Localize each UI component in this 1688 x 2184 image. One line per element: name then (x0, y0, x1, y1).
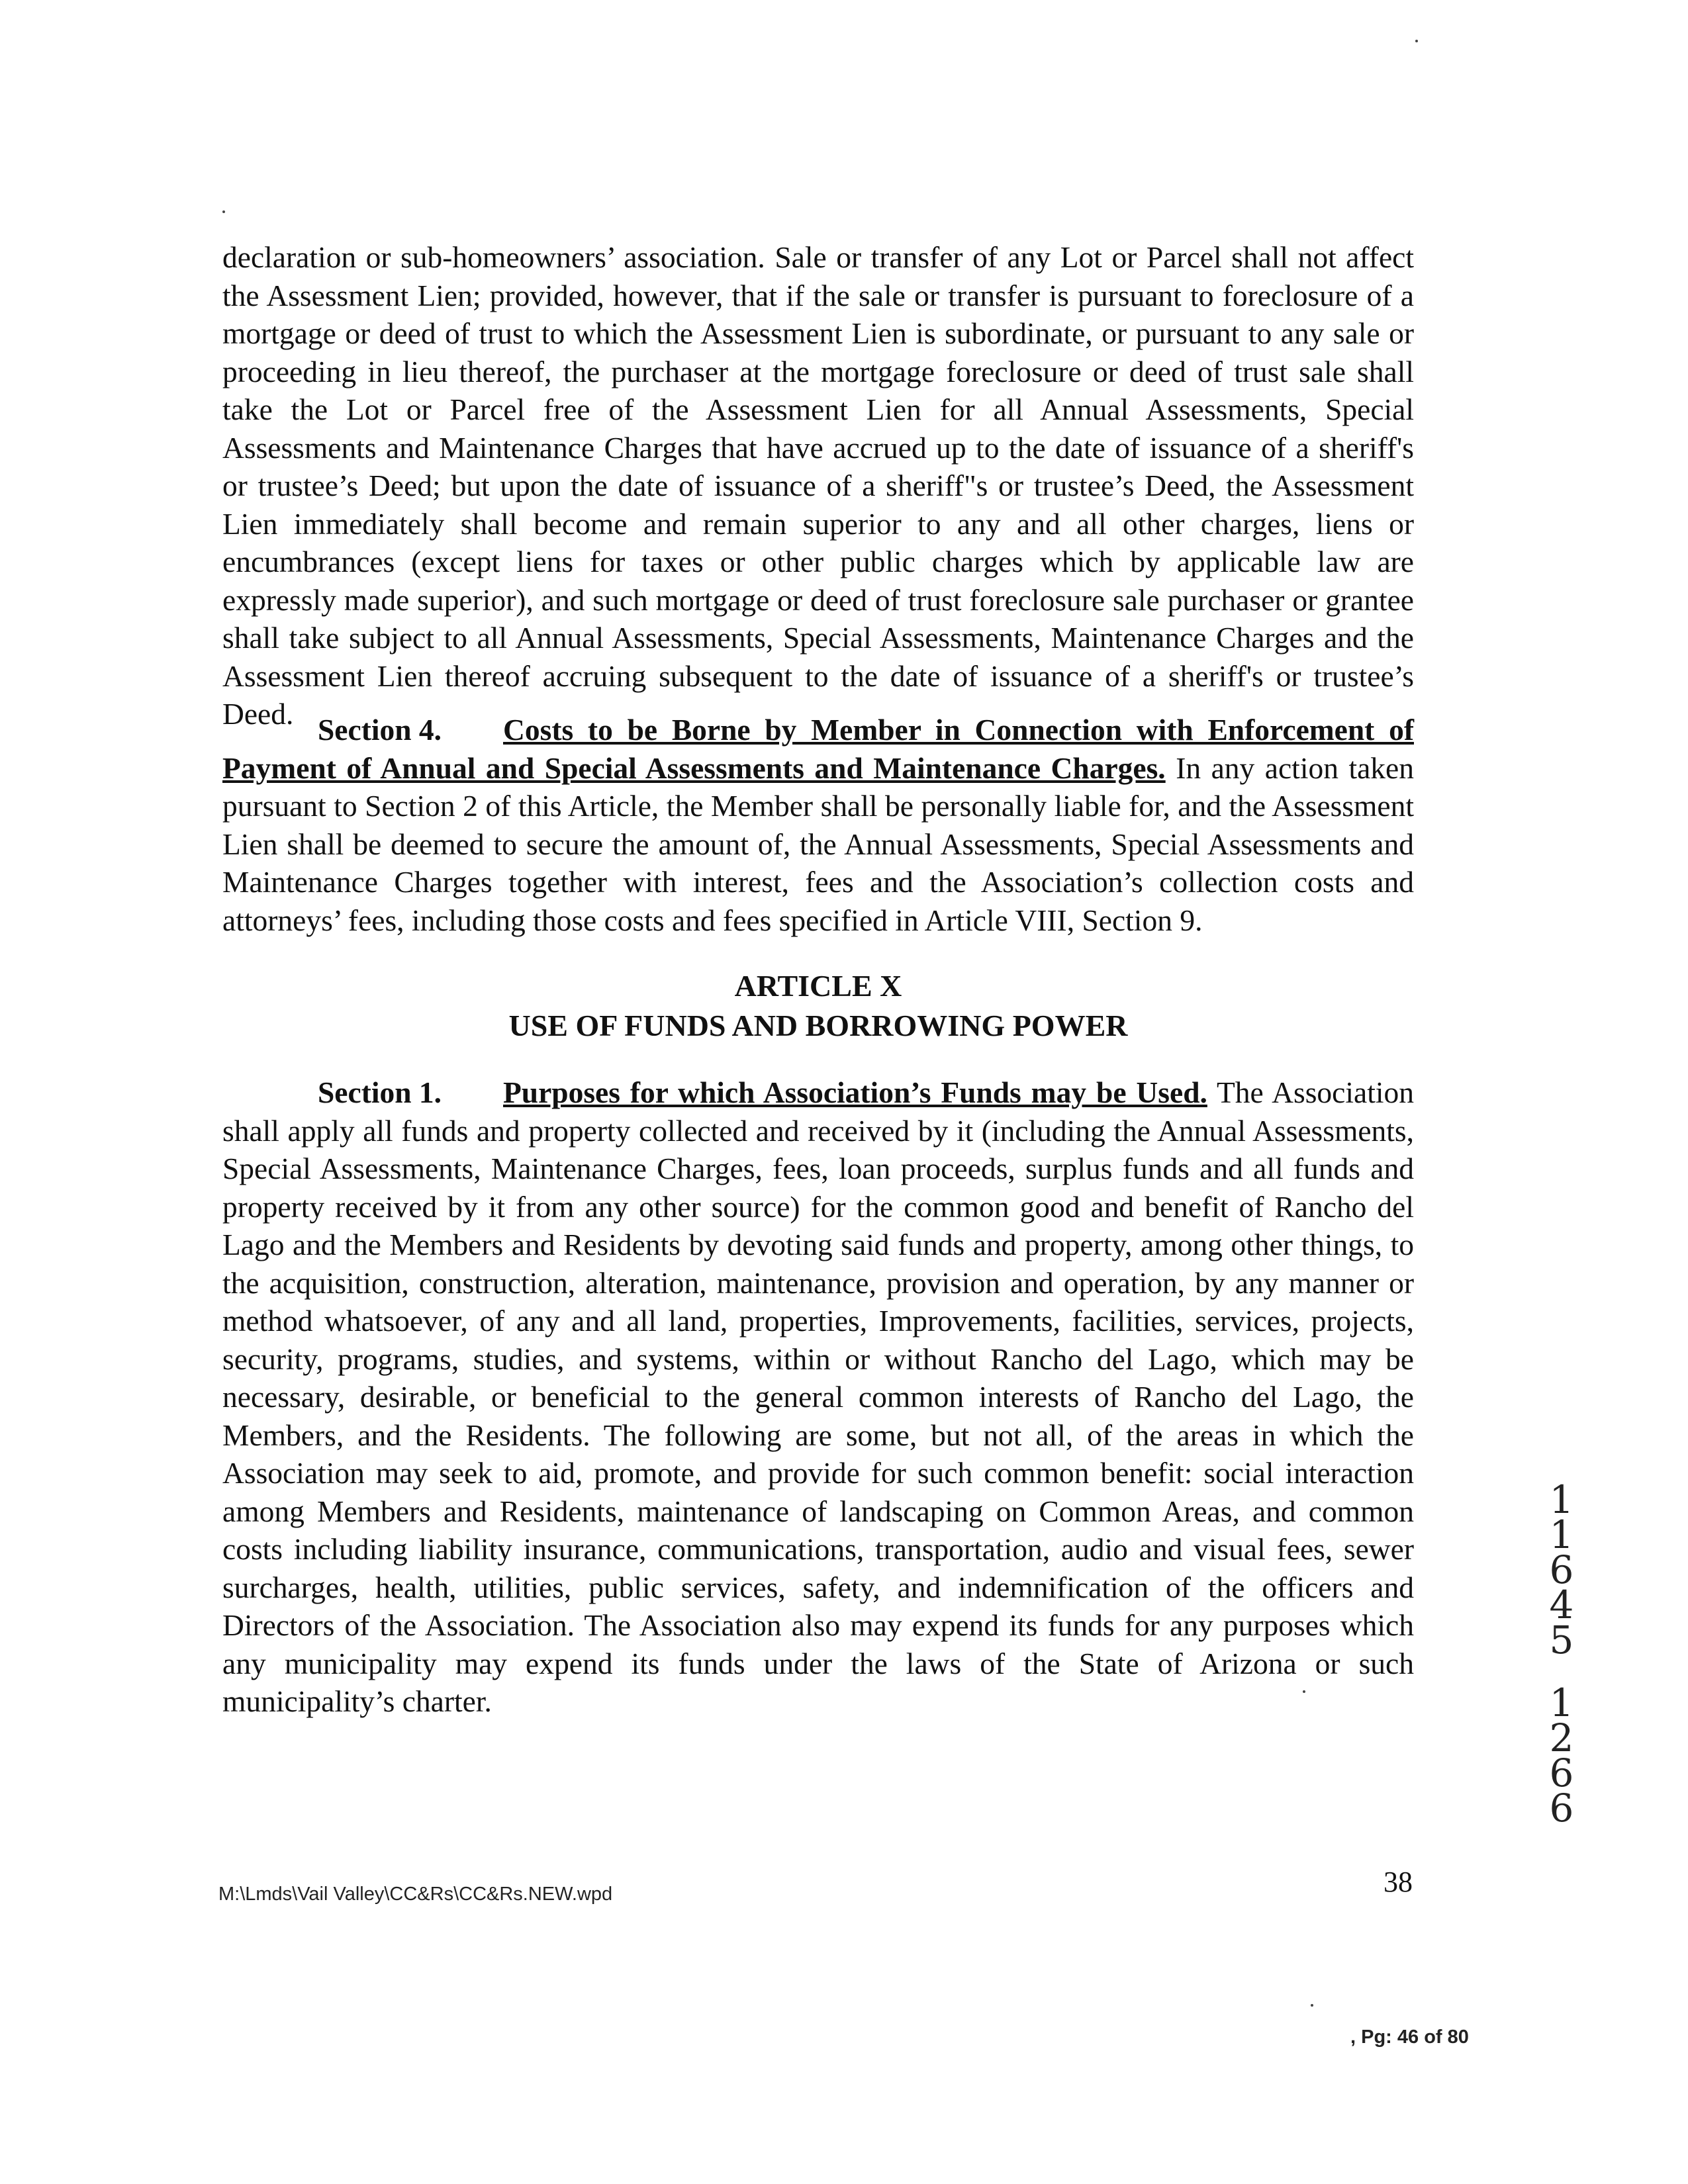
section-body: In any action taken pursuant to Section 2 of this Article, the Member shall be personally liable for, and the Assessment Lien shall be deemed to secure the amount of, the Annual Assessments, Special Assessments and Maintenance Charges together with interest, fees and the Association’s collection costs and attorneys’ fees, including those costs and fees specified in Article VIII, Section 9. (222, 751, 1414, 937)
stamp-digit: 1 (1549, 1512, 1574, 1557)
article-subheading: USE OF FUNDS AND BORROWING POWER (508, 1009, 1128, 1042)
stamp-digit: 4 (1549, 1582, 1574, 1627)
section-title: Costs to be Borne by Member in Connection with Enforcement of Payment of Annual and Special Assessments and Maintenance Charges. (222, 713, 1414, 785)
stamp-digit: 6 (1549, 1786, 1574, 1831)
section-number: Section 4. (318, 713, 442, 747)
section-body: The Association shall apply all funds and property collected and received by it (including the Annual Assessments, Special Assessments, Maintenance Charges, fees, loan proceeds, surplus funds and all funds and property received by it from any other source) for the common good and benefit of Rancho del Lago and the Members and Residents by devoting said funds and property, among other things, to the acquisition, construction, alteration, maintenance, provision and operation, by any manner or method whatsoever, of any and all land, properties, Improvements, facilities, services, projects, security, programs, studies, and systems, within or without Rancho del Lago, which may be necessary, desirable, or beneficial to the general common interests of Rancho del Lago, the Members, and the Residents. The following are some, but not all, of the areas in which the Association may seek to aid, promote, and provide for such common benefit: social interaction among Members and Residents, maintenance of landscaping on Common Areas, and common costs including liability insurance, communications, transportation, audio and visual fees, sewer surcharges, health, utilities, public services, safety, and indemnification of the officers and Directors of the Association. The Association also may expend its funds for any purposes which any municipality may expend its funds under the laws of the State of Arizona or such municipality’s charter. (222, 1075, 1414, 1718)
article-heading-block (222, 966, 1414, 1046)
section-number: Section 1. (318, 1075, 442, 1109)
recording-stamp-digits (1545, 1477, 1578, 1831)
paragraph-continuation (222, 238, 1414, 733)
section-4-paragraph (222, 711, 1414, 939)
recording-page-marker: , Pg: 46 of 80 (1350, 2026, 1469, 2048)
stamp-digit: 2 (1549, 1715, 1574, 1760)
stamp-digit: 5 (1549, 1617, 1574, 1662)
stamp-digit: 6 (1549, 1547, 1574, 1592)
scan-speck (222, 210, 225, 213)
stamp-digit: 1 (1549, 1680, 1574, 1725)
article-heading: ARTICLE X (734, 969, 902, 1003)
stamp-digit: 1 (1549, 1477, 1574, 1522)
scan-speck (1311, 2004, 1313, 2007)
section-title: Purposes for which Association’s Funds may be Used. (503, 1075, 1207, 1109)
section-1-paragraph (222, 1073, 1414, 1721)
stamp-digit: 6 (1549, 1751, 1574, 1796)
footer-file-path: M:\Lmds\Vail Valley\CC&Rs\CC&Rs.NEW.wpd (218, 1884, 613, 1905)
scan-speck (1415, 40, 1418, 42)
page-number: 38 (1383, 1866, 1413, 1898)
paragraph-text: declaration or sub-homeowners’ association. Sale or transfer of any Lot or Parcel shall not affect the Assessment Lien; provided, however, that if the sale or transfer is pursuant to foreclosure of a mortgage or deed of trust to which the Assessment Lien is subordinate, or pursuant to any sale or proceeding in lieu thereof, the purchaser at the mortgage foreclosure or deed of trust sale shall take the Lot or Parcel free of the Assessment Lien for all Annual Assessments, Special Assessments and Maintenance Charges that have accrued up to the date of issuance of a sheriff's or trustee’s Deed; but upon the date of issuance of a sheriff"s or trustee’s Deed, the Assessment Lien immediately shall become and remain superior to any and all other charges, liens or encumbrances (except liens for taxes or other public charges which by applicable law are expressly made superior), and such mortgage or deed of trust foreclosure sale purchaser or grantee shall take subject to all Annual Assessments, Special Assessments, Maintenance Charges and the Assessment Lien thereof accruing subsequent to the date of issuance of a sheriff's or trustee’s Deed. (222, 240, 1414, 731)
